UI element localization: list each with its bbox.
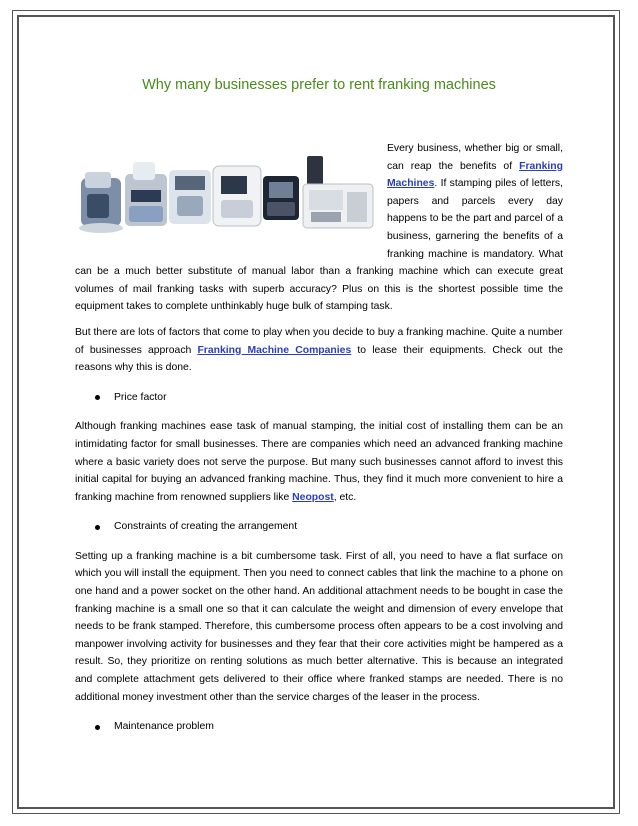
bullet-icon	[95, 525, 100, 530]
bullet-price-factor: Price factor	[95, 389, 563, 407]
neopost-link[interactable]: Neopost	[292, 491, 334, 503]
franking-machine-5	[263, 176, 299, 220]
bullet-icon	[95, 395, 100, 400]
bullet-constraints: Constraints of creating the arrangement	[95, 518, 563, 536]
franking-machines-link[interactable]: Franking Machines	[387, 160, 563, 190]
franking-machine-4	[213, 166, 261, 226]
paragraph-2: But there are lots of factors that come to play when you decide to buy a franking machine. Quite a number of businesses approach Franking Machine Companies to lease their equipments. Check out the reasons why this is done.	[75, 326, 564, 374]
franking-machine-6	[303, 156, 373, 228]
franking-machine-3	[169, 170, 211, 224]
article-body	[75, 140, 563, 748]
paragraph-4: Setting up a franking machine is a bit cumbersome task. First of all, you need to have a flat surface on which you will install the equipment. Then you need to connect cables that link the machine to a phone on one hand and a power socket on the other hand. An additional attachment needs to be bought in case the franking machine is a small one so that it can calculate the weight and dimension of every envelope that needs to be frank stamped. Therefore, this cumbersome process often appears to be a cost involving and manpower involving activity for businesses and they fear that their core activities might be hampered as a result. So, they prioritize on renting solutions as much better alternative. This is because an integrated and complete attachment gets delivered to their office where franked stamps are needed. There is no additional money investment other than the service charges of the leaser in the process.	[75, 550, 563, 703]
franking-machine-companies-link[interactable]: Franking Machine Companies	[197, 344, 352, 356]
paragraph-3: Although franking machines ease task of manual stamping, the initial cost of installing them can be an intimidating factor for small businesses. There are companies which need an advanced franking machine where a basic variety does not serve the purpose. But many such businesses cannot afford to invest this initial capital for buying an advanced franking machine. Thus, they find it much more convenient to hire a franking machine from renowned suppliers like Neopost, etc.	[75, 421, 563, 503]
page-title: Why many businesses prefer to rent franking machines	[142, 77, 496, 93]
franking-machines-image	[77, 146, 377, 251]
bullet-icon	[95, 725, 100, 730]
bullet-maintenance: Maintenance problem	[95, 718, 563, 736]
franking-machine-2	[125, 162, 167, 226]
franking-machine-1	[79, 172, 123, 233]
intro-paragraph: Every business, whether big or small, can reap the benefits of Franking Machines. If stamping piles of letters, papers and parcels every day happens to be the part and parcel of a business, garnering the benefits of a franking machine is mandatory. What can be a much better substitute of manual labor than a franking machine which can execute great volumes of mail franking tasks with superb accuracy? Plus on this is the shortest possible time the equipment takes to complete unthinkably huge bulk of stamping task.	[75, 143, 563, 313]
